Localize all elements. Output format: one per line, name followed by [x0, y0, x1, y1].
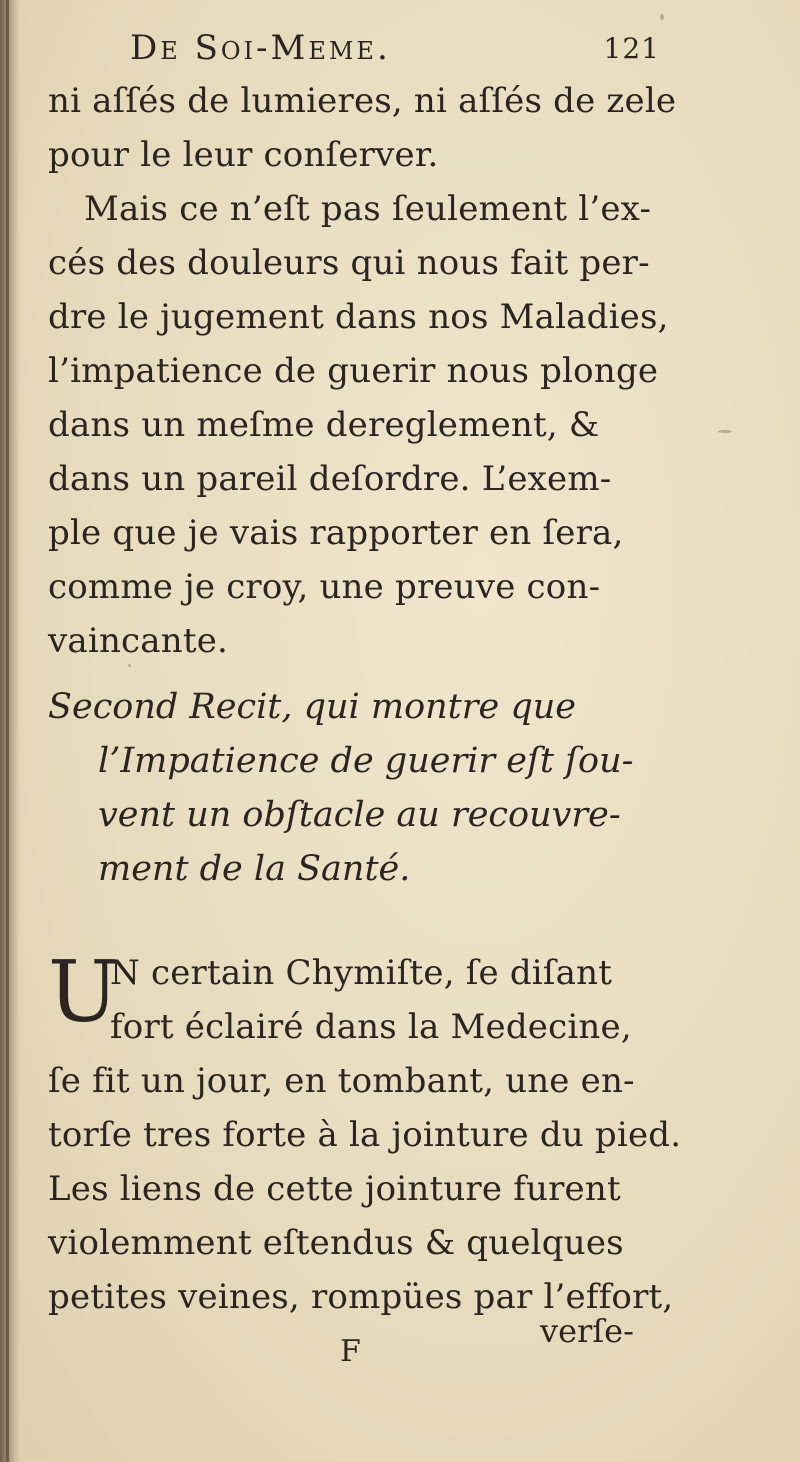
text-line: dre le jugement dans nos Maladies,	[48, 297, 669, 337]
text-line: Mais ce n’eſt pas ſeulement l’ex-	[84, 189, 652, 229]
paragraph-2-opening	[110, 946, 670, 1054]
text-line: cés des douleurs qui nous fait per-	[48, 243, 650, 283]
text-line: pour le leur conſerver.	[48, 135, 439, 175]
heading-line: l’Impatience de guerir eſt ſou-	[98, 741, 634, 781]
heading-line: vent un obſtacle au recouvre-	[98, 795, 621, 835]
text-line: ple que je vais rapporter en ſera,	[48, 513, 624, 553]
signature-mark: F	[340, 1334, 361, 1369]
text-line: N certain Chymiſte, ſe diſant	[110, 953, 613, 993]
page-gutter	[0, 0, 20, 1462]
spine-shadow	[6, 0, 9, 1462]
paper-speck	[660, 14, 664, 20]
paper-speck	[128, 664, 131, 667]
text-line: dans un pareil deſordre. L’exem-	[48, 459, 612, 499]
paragraph-2	[48, 1054, 682, 1324]
text-line: fort éclairé dans la Medecine,	[110, 1007, 632, 1047]
catchword: verſe-	[540, 1312, 634, 1350]
text-line: torſe tres forte à la jointure du pied.	[48, 1115, 682, 1155]
drop-cap: U	[48, 943, 119, 1041]
page-number: 121	[603, 32, 660, 65]
text-line: dans un meſme dereglement, &	[48, 405, 600, 445]
text-line: comme je croy, une preuve con-	[48, 567, 601, 607]
text-line: ſe fit un jour, en tombant, une en-	[48, 1061, 635, 1101]
section-heading	[48, 680, 668, 896]
text-line: petites veines, rompües par l’effort,	[48, 1277, 674, 1317]
paragraph-1	[48, 74, 677, 668]
paper-speck	[718, 430, 732, 433]
text-line: ni aſſés de lumieres, ni aſſés de zele	[48, 81, 677, 121]
page-header	[130, 28, 660, 78]
heading-line: Second Recit, qui montre que	[48, 687, 576, 727]
running-title: De Soi-Meme.	[130, 28, 391, 68]
heading-line: ment de la Santé.	[98, 849, 411, 889]
text-line: l’impatience de guerir nous plonge	[48, 351, 659, 391]
text-line: violemment eſtendus & quelques	[48, 1223, 624, 1263]
text-line: vaincante.	[48, 621, 229, 661]
text-line: Les liens de cette jointure furent	[48, 1169, 621, 1209]
